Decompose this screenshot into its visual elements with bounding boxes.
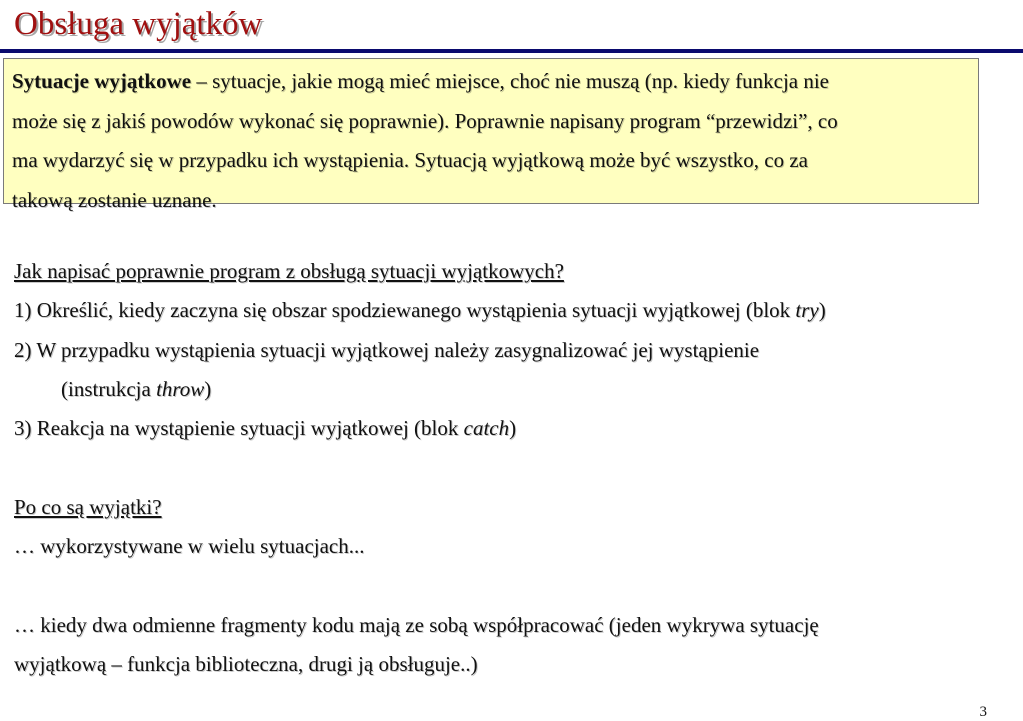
definition-line-2: może się z jakiś powodów wykonać się poprawnie). Poprawnie napisany program “przewidzi”, co — [12, 108, 838, 133]
definition-term: Sytuacje wyjątkowe — [12, 69, 192, 93]
definition-box — [3, 58, 979, 212]
step-3-text: 3) Reakcja na wystąpienie sytuacji wyjątkowej (blok — [14, 416, 464, 441]
slide-title: Obsługa wyjątków — [14, 6, 263, 42]
howto-heading: Jak napisać poprawnie program z obsługą sytuacji wyjątkowych? — [14, 259, 564, 283]
step-2-line-2 — [14, 370, 1004, 409]
page-number: 3 — [979, 704, 987, 720]
step-1-text: 1) Określić, kiedy zaczyna się obszar spodziewanego wystąpienia sytuacji wyjątkowej (blok — [14, 298, 796, 323]
purpose-line-3: wyjątkową – funkcja biblioteczna, drugi ją obsługuje..) — [14, 651, 478, 676]
definition-line-4: takową zostanie uznane. — [12, 187, 217, 212]
spacer — [14, 566, 1004, 605]
step-2-text: (instrukcja — [61, 376, 157, 401]
step-1-keyword: try — [795, 298, 819, 323]
definition-line-1-rest: – sytuacje, jakie mogą mieć miejsce, choć nie muszą (np. kiedy funkcja nie — [191, 69, 829, 93]
step-3 — [14, 409, 1004, 448]
definition-line-1 — [12, 62, 970, 102]
step-1-end: ) — [818, 298, 826, 323]
spacer — [14, 448, 1004, 487]
step-2-end: ) — [204, 376, 212, 401]
title-underline-rule — [0, 49, 1023, 53]
step-2-keyword: throw — [156, 376, 205, 401]
step-3-keyword: catch — [463, 416, 510, 441]
step-1 — [14, 291, 1004, 330]
definition-line-3: ma wydarzyć się w przypadku ich wystąpienia. Sytuacją wyjątkową może być wszystko, co za — [12, 148, 808, 172]
step-2-line-1: 2) W przypadku wystąpienia sytuacji wyjątkowej należy zasygnalizować jej wystąpienie — [14, 337, 760, 362]
purpose-line-1: … wykorzystywane w wielu sytuacjach... — [14, 534, 365, 559]
slide-body — [14, 252, 1004, 684]
step-3-end: ) — [509, 416, 517, 441]
purpose-heading: Po co są wyjątki? — [14, 494, 162, 519]
purpose-line-2: … kiedy dwa odmienne fragmenty kodu mają ze sobą współpracować (jeden wykrywa sytuację — [14, 612, 819, 637]
